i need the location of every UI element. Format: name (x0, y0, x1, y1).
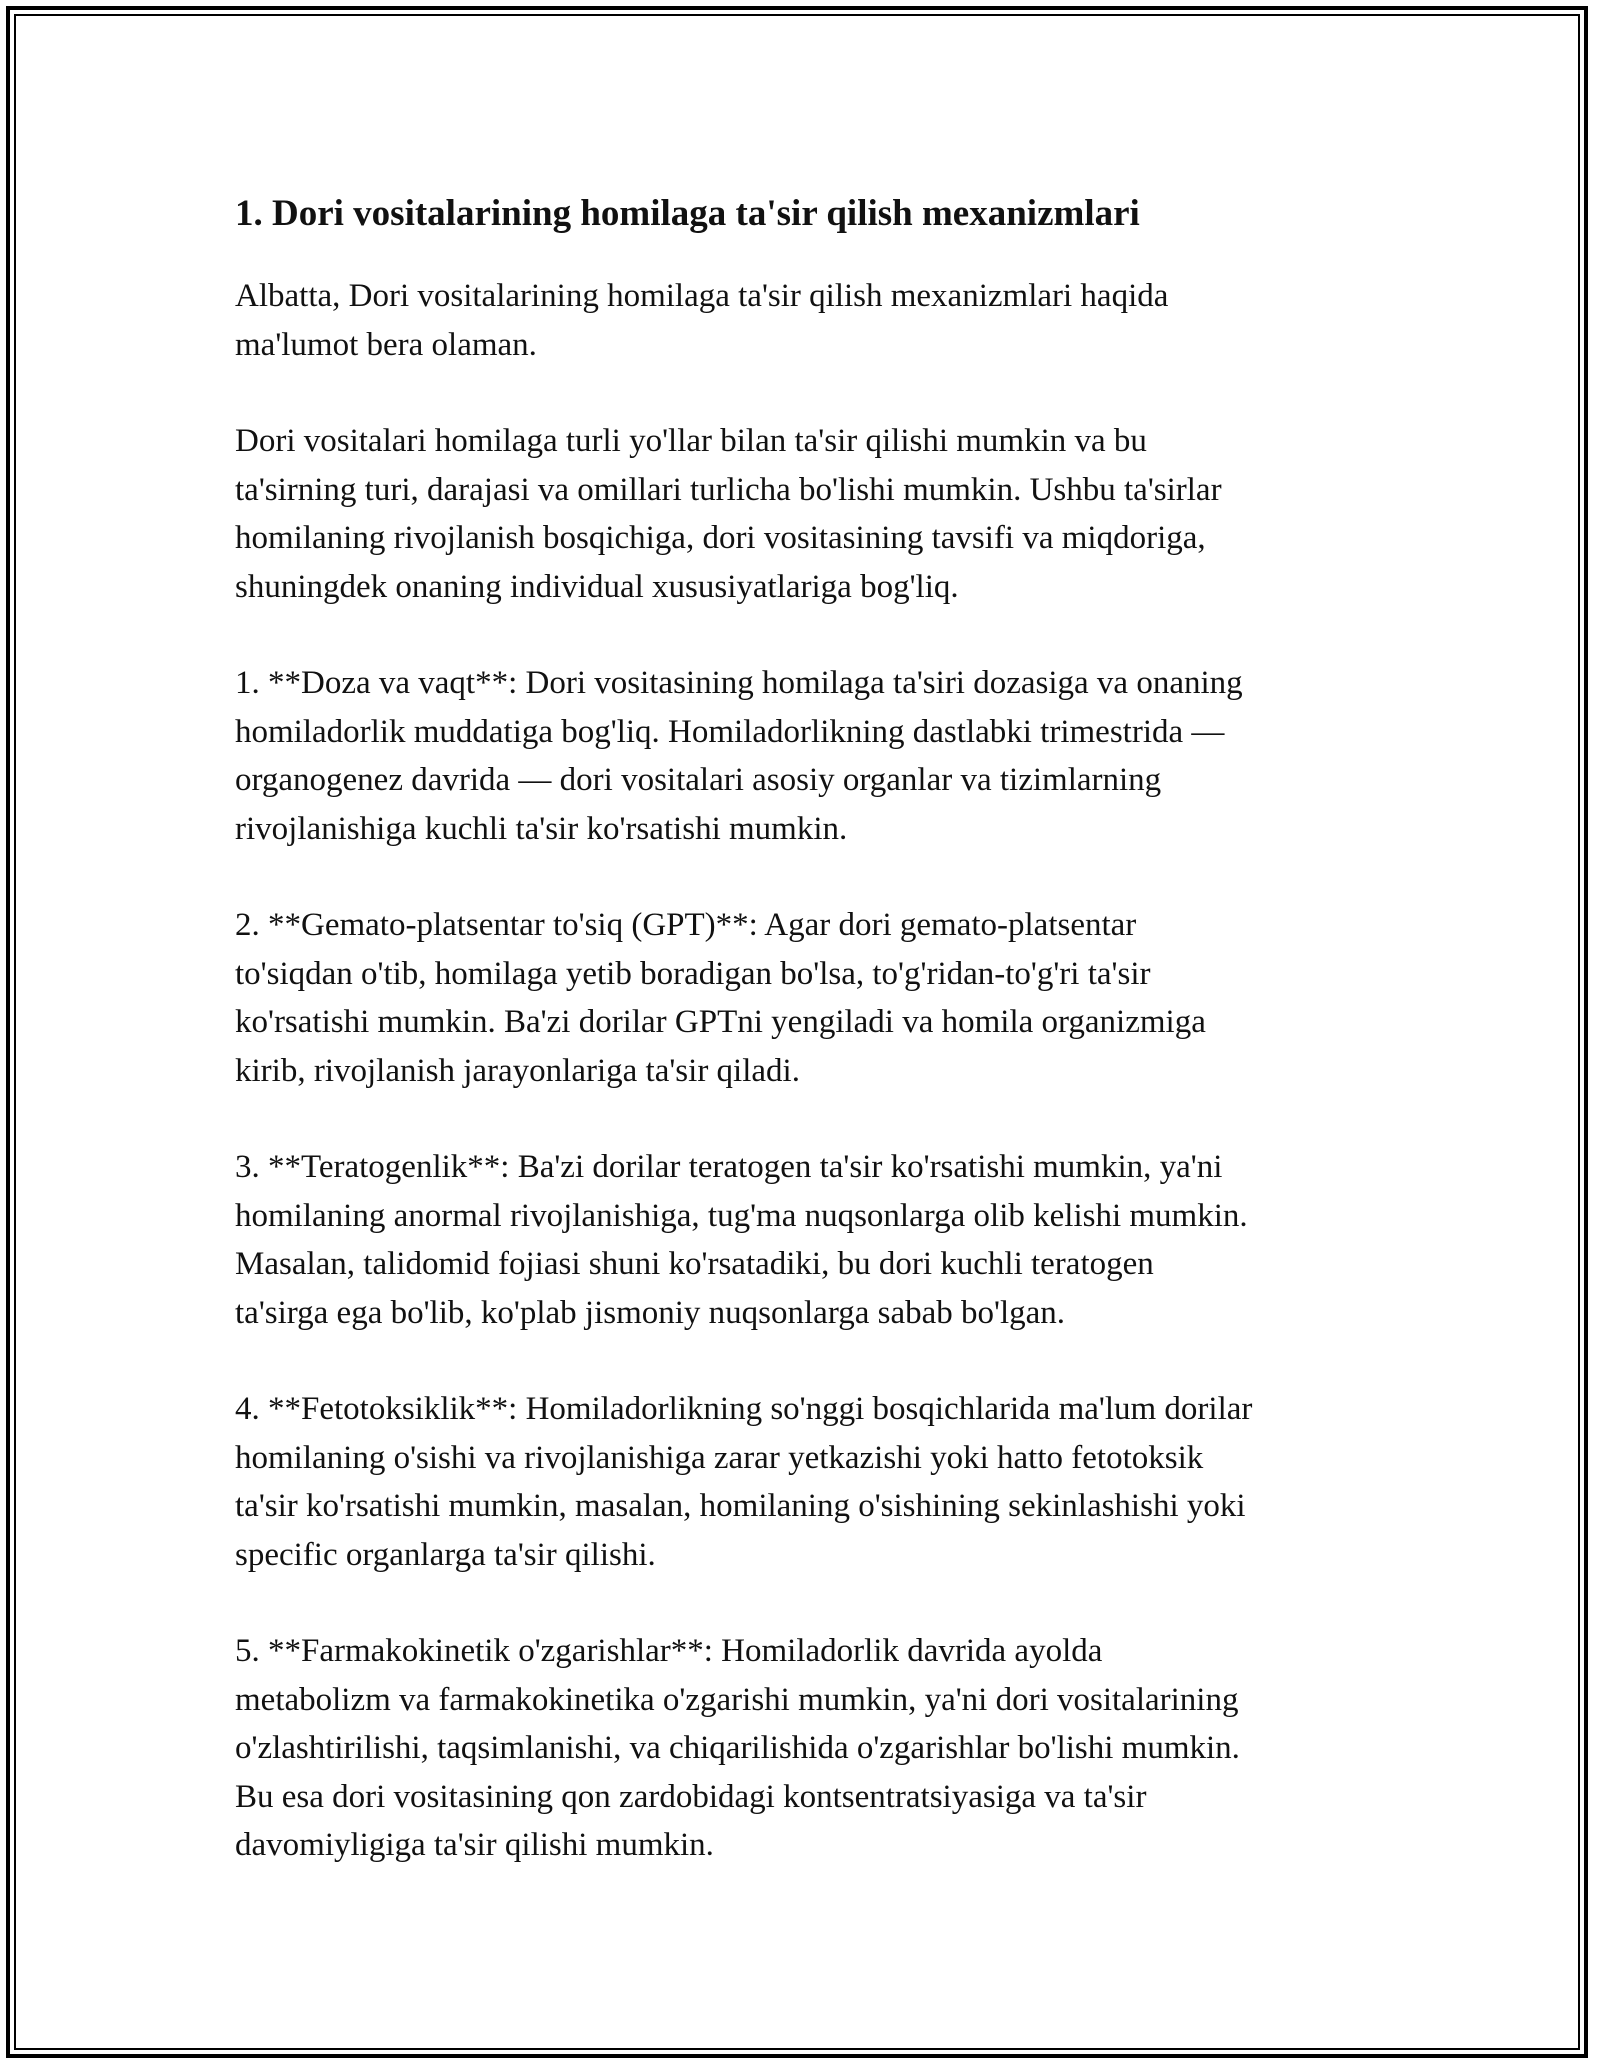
paragraph-overview: Dori vositalari homilaga turli yo'llar bilan ta'sir qilishi mumkin va bu ta'sirning turi, darajasi va omillari turlicha bo'lishi mumkin. Ushbu ta'sirlar homilaning rivojlanish bosqichiga, dori vositasining tavsifi va miqdoriga, shuningdek onaning individual xususiyatlariga bog'liq. (235, 423, 1222, 605)
list-item-dose-and-time: 1. **Doza va vaqt**: Dori vositasining homilaga ta'siri dozasiga va onaning homiladorlik muddatiga bog'liq. Homiladorlikning dastlabki trimestrida — organogenez davrida — dori vositalari asosiy organlar va tizimlarning rivojlanishiga kuchli ta'sir ko'rsatishi mumkin. (235, 665, 1243, 847)
list-item-pharmacokinetic-changes: 5. **Farmakokinetik o'zgarishlar**: Homiladorlik davrida ayolda metabolizm va farmakokinetika o'zgarishi mumkin, ya'ni dori vositalarining o'zlashtirilishi, taqsimlanishi, va chiqarilishida o'zgarishlar bo'lishi mumkin. Bu esa dori vositasining qon zardobidagi kontsentratsiyasiga va ta'sir davomiyligiga ta'sir qilishi mumkin. (235, 1633, 1240, 1863)
list-item-fetotoxicity: 4. **Fetotoksiklik**: Homiladorlikning so'nggi bosqichlarida ma'lum dorilar homilaning o'sishi va rivojlanishiga zarar yetkazishi yoki hatto fetotoksik ta'sir ko'rsatishi mumkin, masalan, homilaning o'sishining sekinlashishi yoki specific organlarga ta'sir qilishi. (235, 1391, 1253, 1573)
document-title: 1. Dori vositalarining homilaga ta'sir qilish mexanizmlari (235, 193, 1140, 234)
list-item-placental-barrier: 2. **Gemato-platsentar to'siq (GPT)**: Agar dori gemato-platsentar to'siqdan o'tib, homilaga yetib boradigan bo'lsa, to'g'ridan-to'g'ri ta'sir ko'rsatishi mumkin. Ba'zi dorilar GPTni yengiladi va homila organizmiga kirib, rivojlanish jarayonlariga ta'sir qiladi. (235, 907, 1206, 1089)
list-item-teratogenicity: 3. **Teratogenlik**: Ba'zi dorilar teratogen ta'sir ko'rsatishi mumkin, ya'ni homilaning anormal rivojlanishiga, tug'ma nuqsonlarga olib kelishi mumkin. Masalan, talidomid fojiasi shuni ko'rsatadiki, bu dori kuchli teratogen ta'sirga ega bo'lib, ko'plab jismoniy nuqsonlarga sabab bo'lgan. (235, 1149, 1248, 1331)
paragraph-intro: Albatta, Dori vositalarining homilaga ta'sir qilish mexanizmlari haqida ma'lumot bera olaman. (235, 278, 1169, 363)
document-body (235, 186, 1375, 1918)
